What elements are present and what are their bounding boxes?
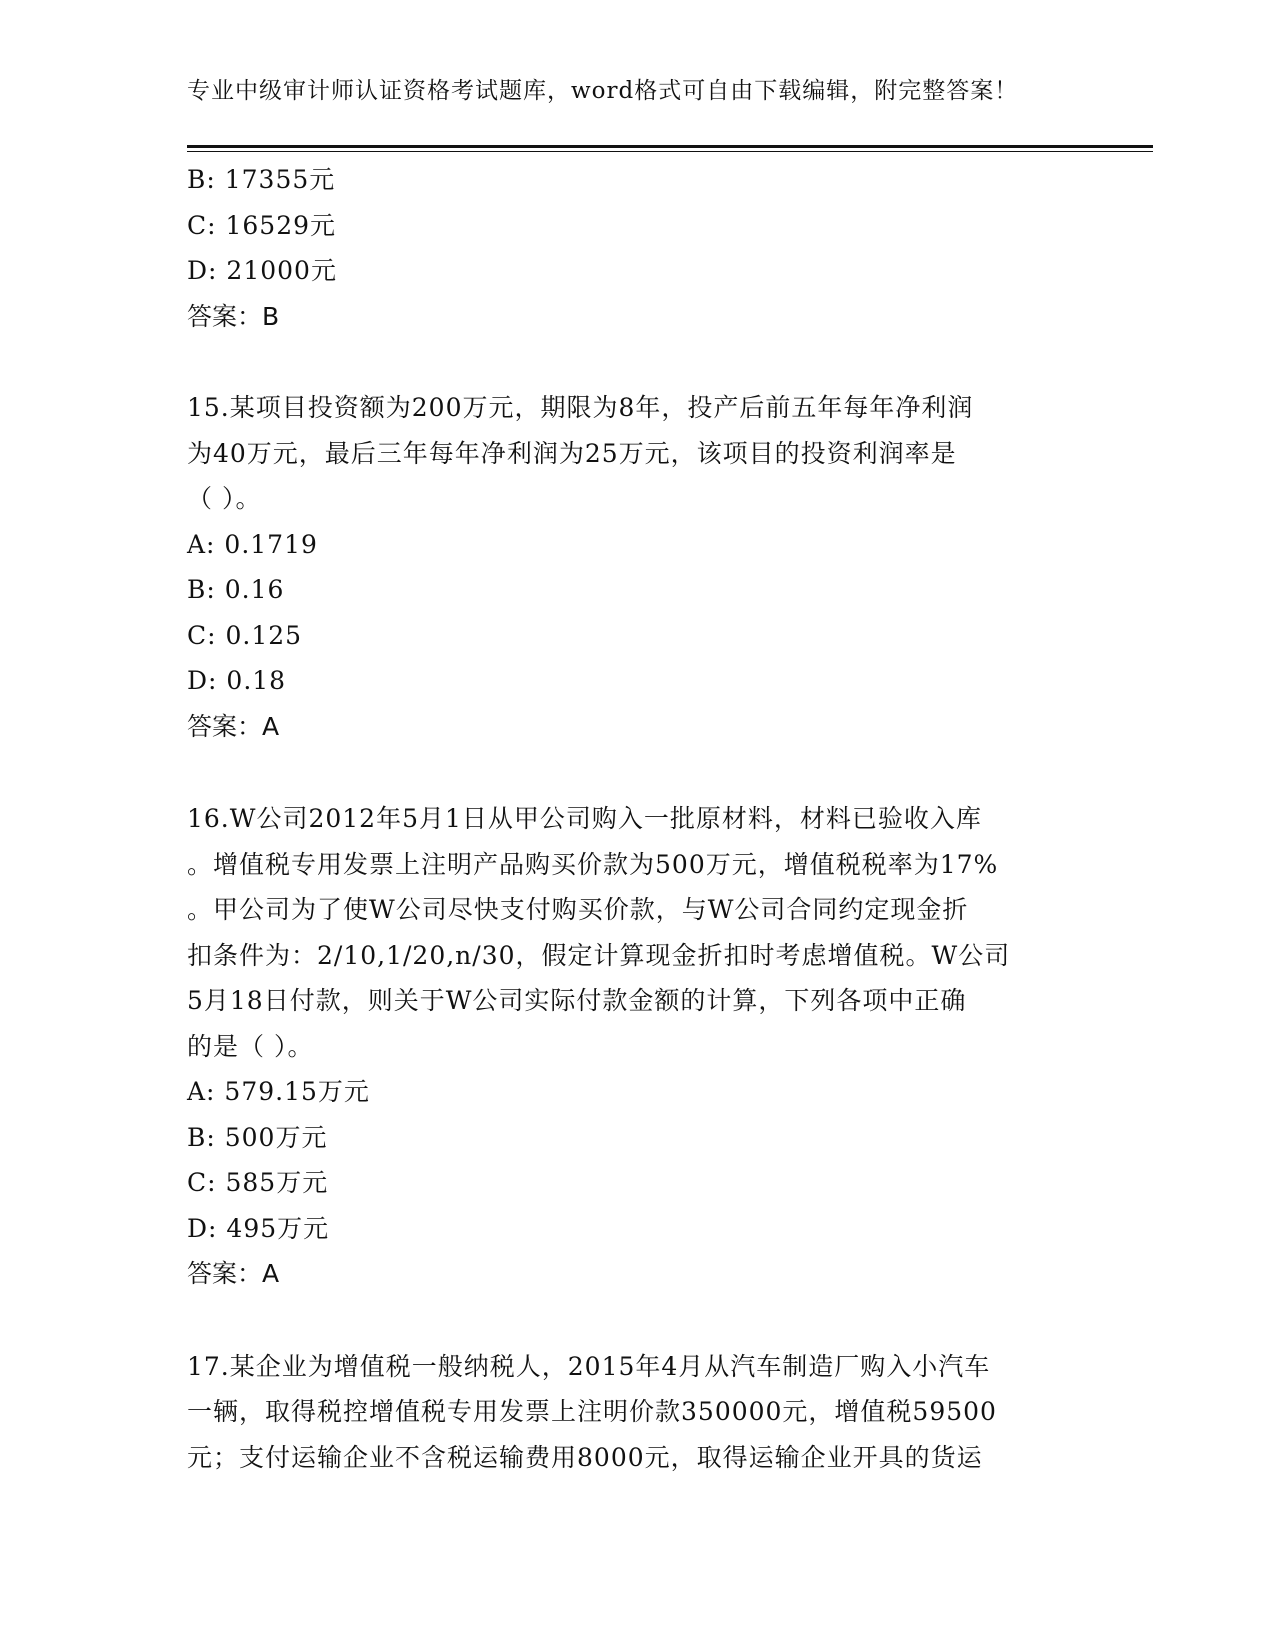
question-text-line: 。增值税专用发票上注明产品购买价款为500万元，增值税税率为17% <box>187 849 999 879</box>
question-text-line: 元；支付运输企业不含税运输费用8000元，取得运输企业开具的货运 <box>187 1442 983 1472</box>
question-17 <box>187 1344 1087 1481</box>
question-text-line: 的是（ ）。 <box>187 1031 314 1061</box>
question-text-line: 15.某项目投资额为200万元，期限为8年，投产后前五年每年净利润 <box>187 393 974 422</box>
option-a: A: 579.15万元 <box>187 1077 370 1106</box>
option-b: B: 0.16 <box>187 575 285 604</box>
answer-line: 答案：A <box>187 711 280 741</box>
document-body <box>187 157 1087 1480</box>
question-text-line: 一辆，取得税控增值税专用发票上注明价款350000元，增值税59500 <box>187 1397 997 1426</box>
question-text-line: 5月18日付款，则关于W公司实际付款金额的计算，下列各项中正确 <box>187 986 967 1015</box>
option-b: B: 17355元 <box>187 165 336 194</box>
question-text-line: 扣条件为：2/10,1/20,n/30，假定计算现金折扣时考虑增值税。W公司 <box>187 940 1011 970</box>
question-text-line: （ ）。 <box>187 484 262 513</box>
question-text-line: 。甲公司为了使W公司尽快支付购买价款，与W公司合同约定现金折 <box>187 895 969 924</box>
answer-line: 答案：B <box>187 301 280 331</box>
option-c: C: 16529元 <box>187 210 337 240</box>
option-d: D: 0.18 <box>187 666 287 695</box>
option-a: A: 0.1719 <box>187 529 318 559</box>
question-text-line: 16.W公司2012年5月1日从甲公司购入一批原材料，材料已验收入库 <box>187 804 982 833</box>
option-d: D: 495万元 <box>187 1213 330 1243</box>
page-header: 专业中级审计师认证资格考试题库，word格式可自由下载编辑，附完整答案！ <box>187 78 1019 104</box>
option-c: C: 585万元 <box>187 1168 329 1197</box>
header-rule-thick <box>187 145 1153 148</box>
option-d: D: 21000元 <box>187 256 337 285</box>
question-text-line: 17.某企业为增值税一般纳税人，2015年4月从汽车制造厂购入小汽车 <box>187 1351 991 1381</box>
option-c: C: 0.125 <box>187 620 303 650</box>
question-14-continuation <box>187 157 1087 339</box>
question-text-line: 为40万元，最后三年每年净利润为25万元，该项目的投资利润率是 <box>187 438 957 468</box>
header-rule-thin <box>187 151 1153 152</box>
option-b: B: 500万元 <box>187 1122 328 1152</box>
answer-line: 答案：A <box>187 1259 280 1288</box>
question-15 <box>187 385 1087 749</box>
question-16 <box>187 796 1087 1297</box>
